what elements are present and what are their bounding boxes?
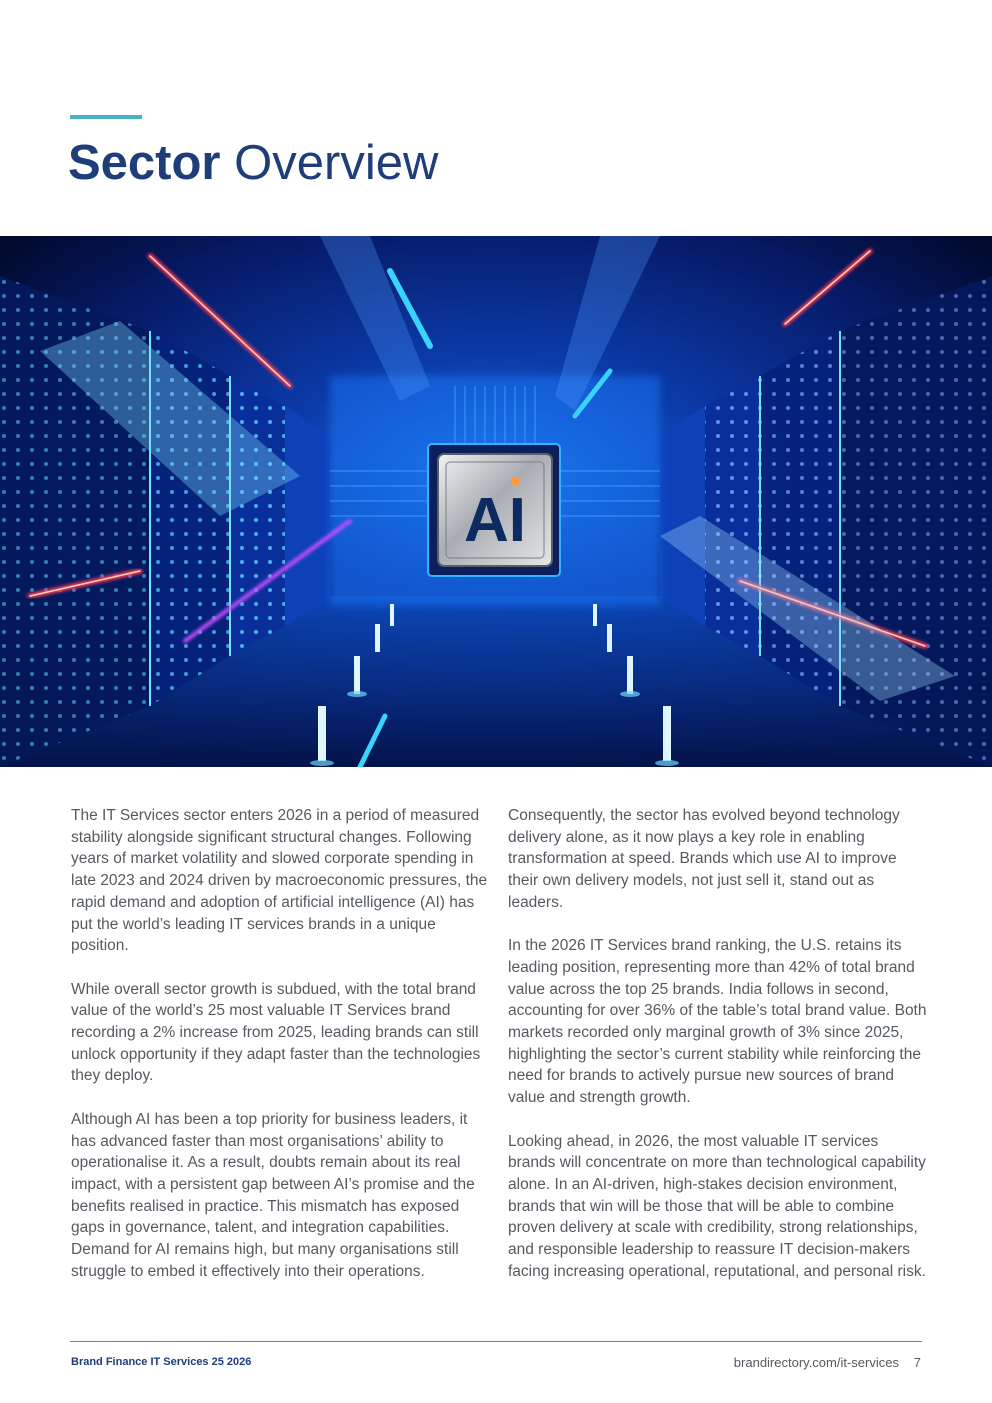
title-accent-bar [70,115,142,119]
page-number: 7 [913,1355,921,1370]
paragraph: Looking ahead, in 2026, the most valuable IT services brands will concentrate on more than technological capability alone. In an AI-driven, high-stakes decision environment, brands that win will be those that will be able to combine proven delivery at scale with credibility, strong relationships, and responsible leadership to reassure IT decision-makers facing increasing operational, reputational, and personal risk. [508,1132,926,1280]
paragraph: Consequently, the sector has evolved beyond technology delivery alone, as it now plays a key role in enabling transformation at speed. Brands which use AI to improve their own delivery models, not just sell it, stand out as leaders. [508,807,900,911]
ai-chip-label: AI [464,486,526,555]
paragraph: Although AI has been a top priority for business leaders, it has advanced faster than most organisations’ ability to operationalise it. As a result, doubts remain about its real impact, with a persistent gap between AI’s promise and the benefits realised in practice. This mismatch has exposed gaps in governance, talent, and integration capabilities. Demand for AI remains high, but many organisations still struggle to embed it effectively into their operations. [71,1110,475,1280]
footer-divider [70,1341,922,1342]
footer-publication: Brand Finance IT Services 25 2026 [71,1356,252,1368]
page-title-light: Overview [234,136,439,190]
body-column-left [71,805,491,1304]
paragraph: While overall sector growth is subdued, with the total brand value of the world’s 25 most valuable IT Services brand recording a 2% increase from 2025, leading brands can still unlock opportunity if they adapt faster than the technologies they deploy. [71,980,481,1085]
paragraph: The IT Services sector enters 2026 in a period of measured stability alongside significant structural changes. Following years of market volatility and slowed corporate spending in late 2023 and 2024 driven by macroeconomic pressures, the rapid demand and adoption of artificial intelligence (AI) has put the world’s leading IT services brands in a unique position. [71,807,488,955]
footer-url-link[interactable]: brandirectory.com/it-services [733,1355,899,1370]
body-column-right [508,805,928,1304]
paragraph: In the 2026 IT Services brand ranking, the U.S. retains its leading position, representing more than 42% of total brand value across the top 25 brands. India follows in second, accounting for over 36% of the table’s total brand value. Both markets recorded only marginal growth of 3% since 2025, highlighting the sector’s current stability while reinforcing the need for brands to actively pursue new sources of brand value and strength growth. [508,937,927,1107]
ai-chip [428,444,560,576]
page-title-bold: Sector [68,136,221,190]
ai-datacenter-illustration [0,236,992,767]
page-title [68,132,438,194]
hero-image [0,236,992,767]
